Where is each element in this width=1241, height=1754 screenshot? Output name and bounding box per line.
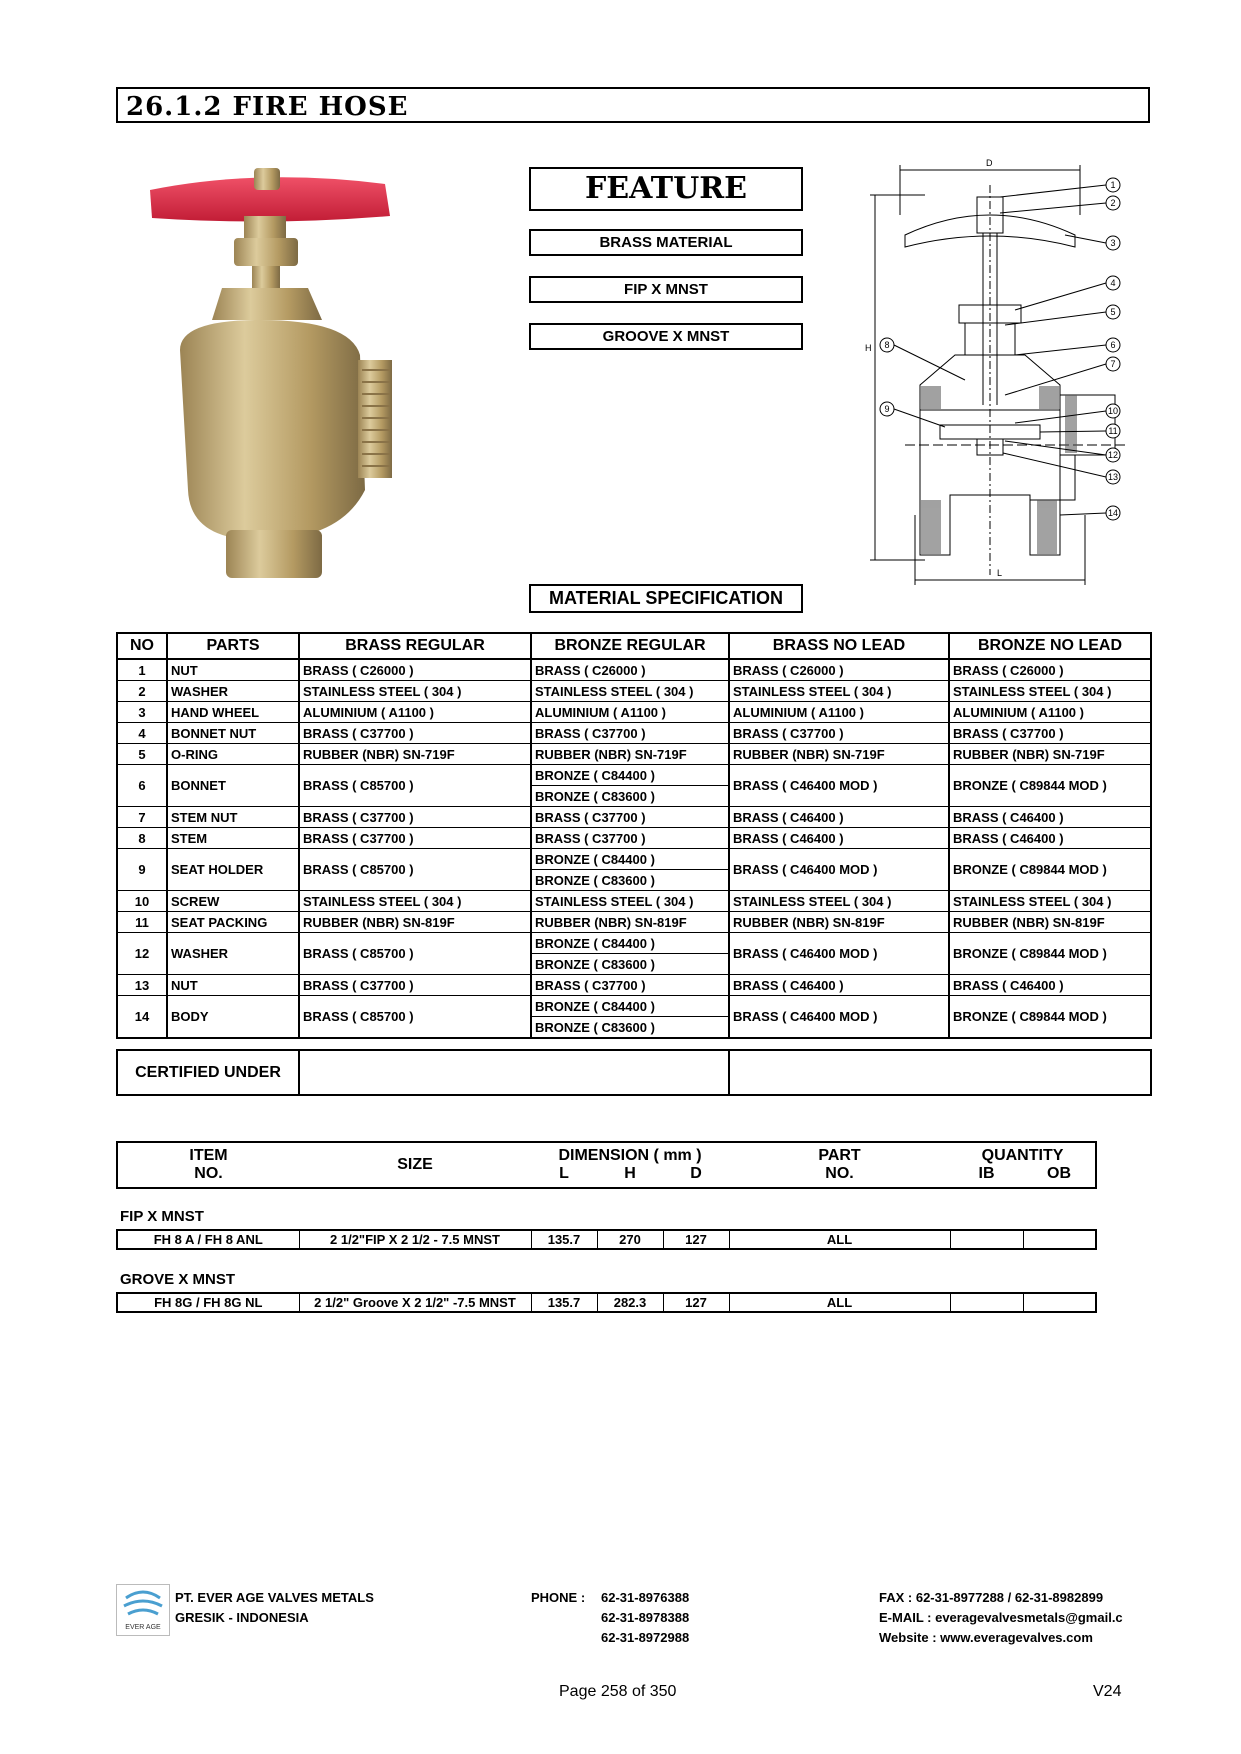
bronze-regular-cell: BRONZE ( C84400 ) <box>531 765 729 786</box>
phone-number: 62-31-8972988 <box>601 1630 690 1645</box>
callout-8 <box>880 338 965 380</box>
bronze-no-lead-cell: RUBBER (NBR) SN-819F <box>949 912 1151 933</box>
col-header-parts: PARTS <box>167 633 299 659</box>
col-header-brass-no-lead: BRASS NO LEAD <box>729 633 949 659</box>
dim-h-header: H <box>624 1165 636 1182</box>
bronze-regular-cell: BRONZE ( C84400 ) <box>531 933 729 954</box>
svg-text:10: 10 <box>1107 406 1119 416</box>
part-name-cell: SCREW <box>167 891 299 912</box>
part-no-cell: 14 <box>117 996 167 1039</box>
bronze-regular-cell: STAINLESS STEEL ( 304 ) <box>531 891 729 912</box>
bronze-no-lead-cell: BRONZE ( C89844 MOD ) <box>949 996 1151 1039</box>
dim-l-cell: 135.7 <box>531 1293 597 1312</box>
bronze-regular-cell: BRONZE ( C83600 ) <box>531 870 729 891</box>
part-no-cell: 11 <box>117 912 167 933</box>
bronze-regular-cell: BRONZE ( C84400 ) <box>531 996 729 1017</box>
svg-text:EVER AGE: EVER AGE <box>125 1624 161 1631</box>
fax-number: FAX : 62-31-8977288 / 62-31-8982899 <box>879 1590 1104 1605</box>
size-cell: 2 1/2" Groove X 2 1/2" -7.5 MNST <box>299 1293 531 1312</box>
part-name-cell: BODY <box>167 996 299 1039</box>
part-name-cell: WASHER <box>167 681 299 702</box>
table-row <box>117 1230 1096 1249</box>
callout-3 <box>1065 235 1120 250</box>
table-row <box>117 828 1151 849</box>
brass-no-lead-cell: BRASS ( C46400 MOD ) <box>729 849 949 891</box>
part-no-cell: 4 <box>117 723 167 744</box>
bronze-no-lead-cell: RUBBER (NBR) SN-719F <box>949 744 1151 765</box>
table-row <box>117 702 1151 723</box>
dimension-header-table <box>116 1141 1097 1189</box>
callout-13 <box>1003 453 1120 484</box>
company-info <box>175 1588 374 1628</box>
brass-regular-cell: BRASS ( C37700 ) <box>299 723 531 744</box>
svg-text:11: 11 <box>1108 426 1118 436</box>
certified-under-label: CERTIFIED UNDER <box>117 1050 299 1095</box>
bronze-regular-cell: BRASS ( C37700 ) <box>531 807 729 828</box>
part-name-cell: WASHER <box>167 933 299 975</box>
table-row <box>117 933 1151 954</box>
part-no-cell: 3 <box>117 702 167 723</box>
part-no-cell: 5 <box>117 744 167 765</box>
table-row <box>117 765 1151 786</box>
bronze-no-lead-cell: ALUMINIUM ( A1100 ) <box>949 702 1151 723</box>
svg-text:6: 6 <box>1110 340 1116 350</box>
table-row <box>117 891 1151 912</box>
bronze-no-lead-cell: BRASS ( C46400 ) <box>949 828 1151 849</box>
part-no-cell: 1 <box>117 659 167 681</box>
callout-4 <box>1015 276 1120 310</box>
part-no-cell: 8 <box>117 828 167 849</box>
table-row <box>117 975 1151 996</box>
quantity-header: QUANTITY <box>981 1147 1064 1164</box>
table-row <box>117 1293 1096 1312</box>
part-name-cell: NUT <box>167 659 299 681</box>
svg-text:8: 8 <box>884 340 890 350</box>
part-name-cell: STEM NUT <box>167 807 299 828</box>
svg-text:9: 9 <box>884 404 890 414</box>
dim-d-cell: 127 <box>663 1230 729 1249</box>
item-header-top: ITEM <box>189 1147 228 1164</box>
feature-brass-material: BRASS MATERIAL <box>529 229 803 256</box>
bronze-regular-cell: BRONZE ( C84400 ) <box>531 849 729 870</box>
part-name-cell: HAND WHEEL <box>167 702 299 723</box>
feature-heading: FEATURE <box>529 167 803 211</box>
svg-text:7: 7 <box>1110 359 1116 369</box>
bronze-regular-cell: BRASS ( C37700 ) <box>531 723 729 744</box>
page-title: 26.1.2 FIRE HOSE <box>126 92 409 122</box>
brass-no-lead-cell: RUBBER (NBR) SN-819F <box>729 912 949 933</box>
qty-ib-header: IB <box>978 1165 995 1182</box>
valve-photo <box>140 160 440 600</box>
table-row <box>117 723 1151 744</box>
page-title-box <box>116 87 1150 123</box>
company-logo <box>116 1584 170 1636</box>
callout-2 <box>1000 196 1120 213</box>
contact-info <box>879 1588 1159 1648</box>
bronze-regular-cell: BRONZE ( C83600 ) <box>531 786 729 807</box>
website: Website : www.everagevalves.com <box>879 1630 1093 1645</box>
svg-text:13: 13 <box>1107 472 1119 482</box>
brass-no-lead-cell: BRASS ( C46400 ) <box>729 807 949 828</box>
part-no-cell: 9 <box>117 849 167 891</box>
item-no-cell: FH 8G / FH 8G NL <box>117 1293 299 1312</box>
svg-text:5: 5 <box>1110 307 1116 317</box>
table-row <box>117 681 1151 702</box>
qty-ib-cell <box>950 1230 1023 1249</box>
brass-no-lead-cell: BRASS ( C46400 MOD ) <box>729 933 949 975</box>
table-row <box>117 659 1151 681</box>
col-header-bronze-regular: BRONZE REGULAR <box>531 633 729 659</box>
bronze-no-lead-cell: BRONZE ( C89844 MOD ) <box>949 933 1151 975</box>
part-name-cell: O-RING <box>167 744 299 765</box>
brass-no-lead-cell: BRASS ( C46400 MOD ) <box>729 765 949 807</box>
brass-regular-cell: BRASS ( C85700 ) <box>299 933 531 975</box>
certified-under-table <box>116 1049 1152 1096</box>
company-name: PT. EVER AGE VALVES METALS <box>175 1590 374 1605</box>
part-header-bottom: NO. <box>825 1165 854 1182</box>
bronze-regular-cell: ALUMINIUM ( A1100 ) <box>531 702 729 723</box>
qty-ob-cell <box>1023 1230 1096 1249</box>
material-spec-table <box>116 632 1152 1039</box>
bronze-no-lead-cell: BRASS ( C26000 ) <box>949 659 1151 681</box>
callout-12 <box>1005 441 1120 462</box>
item-no-cell: FH 8 A / FH 8 ANL <box>117 1230 299 1249</box>
groove-row-table <box>116 1292 1097 1313</box>
dim-label-d: D <box>986 158 993 168</box>
feature-fip-x-mnst: FIP X MNST <box>529 276 803 303</box>
part-no-cell: 12 <box>117 933 167 975</box>
feature-groove-x-mnst: GROOVE X MNST <box>529 323 803 350</box>
svg-text:3: 3 <box>1110 238 1116 248</box>
col-header-no: NO <box>117 633 167 659</box>
callout-7 <box>1005 357 1120 395</box>
callout-11 <box>1040 424 1120 438</box>
brass-no-lead-cell: BRASS ( C46400 ) <box>729 975 949 996</box>
bronze-no-lead-cell: BRASS ( C46400 ) <box>949 975 1151 996</box>
fip-section-label: FIP X MNST <box>120 1208 204 1225</box>
bronze-no-lead-cell: STAINLESS STEEL ( 304 ) <box>949 681 1151 702</box>
brass-regular-cell: BRASS ( C85700 ) <box>299 849 531 891</box>
table-row <box>117 912 1151 933</box>
phone-number: 62-31-8976388 <box>601 1590 690 1605</box>
dim-h-cell: 270 <box>597 1230 663 1249</box>
part-no-cell: ALL <box>729 1293 950 1312</box>
bronze-regular-cell: STAINLESS STEEL ( 304 ) <box>531 681 729 702</box>
size-header: SIZE <box>397 1156 433 1173</box>
part-no-cell: 10 <box>117 891 167 912</box>
dim-label-l: L <box>997 568 1003 578</box>
phone-label: PHONE : <box>531 1590 586 1605</box>
svg-text:2: 2 <box>1110 198 1116 208</box>
part-name-cell: BONNET NUT <box>167 723 299 744</box>
dim-h-cell: 282.3 <box>597 1293 663 1312</box>
certified-under-cell <box>299 1050 729 1095</box>
item-header-bottom: NO. <box>194 1165 223 1182</box>
svg-text:12: 12 <box>1107 450 1119 460</box>
certified-under-cell <box>729 1050 1151 1095</box>
part-no-cell: ALL <box>729 1230 950 1249</box>
brass-regular-cell: RUBBER (NBR) SN-819F <box>299 912 531 933</box>
phone-number: 62-31-8978388 <box>601 1610 690 1625</box>
brass-no-lead-cell: ALUMINIUM ( A1100 ) <box>729 702 949 723</box>
brass-regular-cell: BRASS ( C85700 ) <box>299 765 531 807</box>
qty-ob-header: OB <box>1047 1165 1072 1182</box>
bronze-no-lead-cell: STAINLESS STEEL ( 304 ) <box>949 891 1151 912</box>
bronze-regular-cell: BRONZE ( C83600 ) <box>531 954 729 975</box>
page-number: Page 258 of 350 <box>559 1683 677 1700</box>
bronze-no-lead-cell: BRASS ( C37700 ) <box>949 723 1151 744</box>
fip-row-table <box>116 1229 1097 1250</box>
brass-regular-cell: BRASS ( C37700 ) <box>299 807 531 828</box>
dimension-header: DIMENSION ( mm ) <box>558 1147 702 1164</box>
dim-l-cell: 135.7 <box>531 1230 597 1249</box>
callout-14 <box>1060 506 1120 520</box>
part-name-cell: NUT <box>167 975 299 996</box>
part-no-cell: 6 <box>117 765 167 807</box>
dim-d-cell: 127 <box>663 1293 729 1312</box>
bronze-regular-cell: BRASS ( C26000 ) <box>531 659 729 681</box>
part-name-cell: SEAT HOLDER <box>167 849 299 891</box>
part-name-cell: SEAT PACKING <box>167 912 299 933</box>
dim-label-h: H <box>865 343 872 353</box>
brass-regular-cell: RUBBER (NBR) SN-719F <box>299 744 531 765</box>
groove-section-label: GROVE X MNST <box>120 1271 236 1288</box>
table-row <box>117 807 1151 828</box>
brass-regular-cell: ALUMINIUM ( A1100 ) <box>299 702 531 723</box>
brass-no-lead-cell: RUBBER (NBR) SN-719F <box>729 744 949 765</box>
bronze-regular-cell: RUBBER (NBR) SN-819F <box>531 912 729 933</box>
email-address: E-MAIL : evera​gevalvesmetals@gmail.c <box>879 1610 1123 1625</box>
dim-d-header: D <box>690 1165 702 1182</box>
phone-numbers <box>601 1588 689 1648</box>
company-city: GRESIK - INDONESIA <box>175 1610 309 1625</box>
part-name-cell: BONNET <box>167 765 299 807</box>
brass-no-lead-cell: BRASS ( C46400 MOD ) <box>729 996 949 1039</box>
svg-text:1: 1 <box>1110 180 1116 190</box>
callout-6 <box>1015 338 1120 355</box>
table-row <box>117 996 1151 1017</box>
material-spec-heading: MATERIAL SPECIFICATION <box>529 584 803 613</box>
brass-regular-cell: BRASS ( C85700 ) <box>299 996 531 1039</box>
part-no-cell: 13 <box>117 975 167 996</box>
bronze-regular-cell: RUBBER (NBR) SN-719F <box>531 744 729 765</box>
table-header-row <box>117 633 1151 659</box>
brass-regular-cell: STAINLESS STEEL ( 304 ) <box>299 681 531 702</box>
dim-l-header: L <box>559 1165 569 1182</box>
qty-ib-cell <box>950 1293 1023 1312</box>
bronze-regular-cell: BRASS ( C37700 ) <box>531 828 729 849</box>
brass-regular-cell: BRASS ( C37700 ) <box>299 828 531 849</box>
brass-no-lead-cell: BRASS ( C26000 ) <box>729 659 949 681</box>
brass-no-lead-cell: STAINLESS STEEL ( 304 ) <box>729 891 949 912</box>
brass-regular-cell: BRASS ( C37700 ) <box>299 975 531 996</box>
part-name-cell: STEM <box>167 828 299 849</box>
brass-regular-cell: STAINLESS STEEL ( 304 ) <box>299 891 531 912</box>
size-cell: 2 1/2"FIP X 2 1/2 - 7.5 MNST <box>299 1230 531 1249</box>
bronze-regular-cell: BRASS ( C37700 ) <box>531 975 729 996</box>
table-row <box>117 849 1151 870</box>
valve-section-drawing <box>865 155 1165 595</box>
col-header-bronze-no-lead: BRONZE NO LEAD <box>949 633 1151 659</box>
brass-no-lead-cell: STAINLESS STEEL ( 304 ) <box>729 681 949 702</box>
col-header-brass-regular: BRASS REGULAR <box>299 633 531 659</box>
bronze-no-lead-cell: BRONZE ( C89844 MOD ) <box>949 849 1151 891</box>
table-row <box>117 744 1151 765</box>
svg-text:14: 14 <box>1107 508 1119 518</box>
bronze-regular-cell: BRONZE ( C83600 ) <box>531 1017 729 1039</box>
qty-ob-cell <box>1023 1293 1096 1312</box>
bronze-no-lead-cell: BRONZE ( C89844 MOD ) <box>949 765 1151 807</box>
bronze-no-lead-cell: BRASS ( C46400 ) <box>949 807 1151 828</box>
brass-regular-cell: BRASS ( C26000 ) <box>299 659 531 681</box>
part-no-cell: 2 <box>117 681 167 702</box>
brass-no-lead-cell: BRASS ( C37700 ) <box>729 723 949 744</box>
version-label: V24 <box>1093 1683 1122 1700</box>
part-no-cell: 7 <box>117 807 167 828</box>
callout-1 <box>1000 178 1120 197</box>
part-header-top: PART <box>818 1147 861 1164</box>
brass-no-lead-cell: BRASS ( C46400 ) <box>729 828 949 849</box>
svg-text:4: 4 <box>1110 278 1116 288</box>
